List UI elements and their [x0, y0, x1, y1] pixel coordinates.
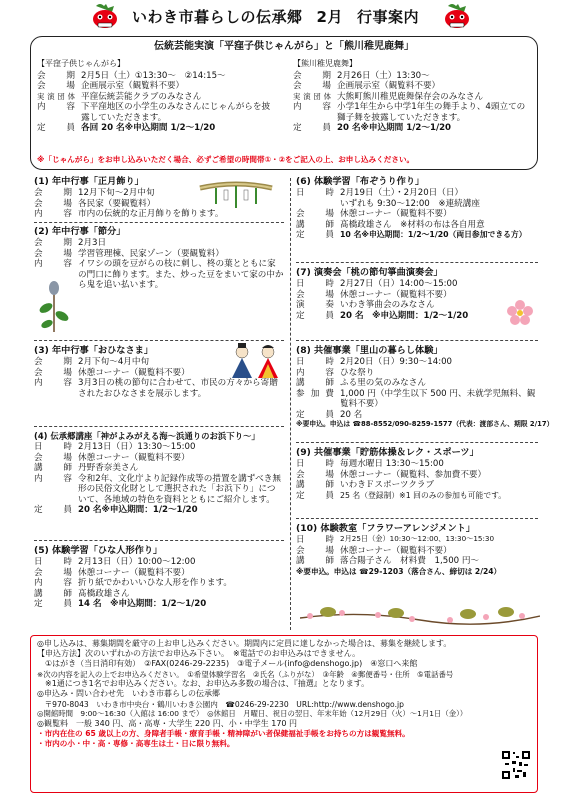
row-key: 講 師 — [296, 480, 334, 491]
footer-line: ◎観覧料 一般 340 円、高・高専・大学生 220 円、小・中学生 170 円 — [37, 718, 298, 728]
row-value: 20 名※申込期間：1/2～1/20 — [78, 505, 198, 516]
info-row — [37, 81, 273, 91]
row-key: 日 時 — [296, 459, 334, 470]
shishimai-column — [293, 59, 529, 134]
row-key: 講 師 — [34, 463, 72, 474]
row-value: 3月3日の桃の節句に合わせて、市民の方々から寄贈されたおひなさまを展示します。 — [78, 378, 278, 399]
row-value: 大熊町熊川稚児鹿舞保存会のみなさん — [337, 91, 484, 102]
row-value: 休憩コーナー（観覧料不要） — [78, 567, 190, 578]
title-text: いわき市暮らしの伝承郷 — [132, 8, 303, 26]
divider — [296, 442, 538, 443]
info-row — [296, 480, 538, 490]
info-row — [296, 357, 538, 367]
info-row — [296, 535, 538, 545]
info-row — [34, 249, 284, 259]
row-value: 折り紙でかわいいひな人形を作ります。 — [78, 578, 233, 589]
row-value: ふる里の気のみなさん — [340, 378, 426, 389]
info-row — [296, 378, 538, 388]
info-row — [34, 378, 284, 399]
row-value: いずれも 9:30～12:00 ※連続講座 — [340, 198, 480, 209]
row-key: 内 容 — [34, 473, 72, 484]
row-key: 定 員 — [296, 230, 334, 241]
row-value: 12月下旬～2月中旬 — [78, 188, 155, 199]
info-row — [34, 505, 284, 515]
row-value: 2月13日（日）10:00～12:00 — [78, 557, 196, 568]
section-title: (10) 体験教室「フラワーアレンジメント」 — [296, 523, 476, 534]
info-row — [37, 123, 273, 133]
row-key: 定 員 — [37, 123, 75, 134]
row-key: 日 時 — [34, 557, 72, 568]
row-key: 演 奏 — [296, 300, 334, 311]
jangara-column — [37, 59, 273, 134]
row-key: 会 期 — [293, 70, 331, 81]
info-row — [293, 81, 529, 91]
row-key — [296, 199, 340, 209]
info-row — [296, 556, 538, 566]
row-value: 1,000 円（中学生以下 500 円、未就学児無料、観覧料不要） — [340, 388, 536, 410]
row-key: 会 期 — [34, 238, 72, 249]
application-info-box — [30, 635, 538, 793]
info-row — [34, 599, 284, 609]
info-row — [34, 442, 284, 452]
row-key: 講 師 — [296, 556, 334, 567]
footer-line: ①はがき（当日消印有効） ②FAX(0246-29-2235) ③電子メール(info@denshogo.jp) ④窓口へ来館 — [37, 659, 418, 669]
row-key: 会 期 — [34, 188, 72, 199]
info-row — [296, 300, 538, 310]
section-title: (1) 年中行事「正月飾り」 — [34, 176, 144, 187]
row-value: 25 名（登録制）※1 回のみの参加も可能です。 — [340, 490, 507, 500]
section-title: (8) 共催事業「里山の暮らし体験」 — [296, 345, 443, 356]
info-row — [34, 238, 284, 248]
info-row — [296, 459, 538, 469]
info-row — [296, 279, 538, 289]
page-title — [132, 8, 419, 26]
row-value: 20 名※申込期間 1/2～1/20 — [337, 123, 452, 134]
info-row — [296, 389, 538, 410]
row-value: 令和2年、文化庁より記録作成等の措置を講ずべき無形の民俗文化財として選択された「お浜下り」について、各地域の特色を資料とともにご紹介します。 — [78, 473, 281, 505]
row-key: 会 場 — [296, 289, 334, 300]
section-zouri — [296, 176, 538, 241]
row-value: 休憩コーナー（観覧料不要） — [78, 452, 190, 463]
section-title: (9) 共催事業「貯筋体操＆レク・スポーツ」 — [296, 447, 479, 458]
row-value: 休憩コーナー（観覧料不要） — [340, 209, 452, 220]
row-value: 14 名 ※申込期間：1/2～1/20 — [78, 599, 207, 610]
info-row — [34, 463, 284, 473]
section-title: (5) 体験学習「ひな人形作り」 — [34, 545, 163, 556]
footer-line: 〒970-8043 いわき市中央台・鶴川いわき公園内 ☎0246-29-2230 URL:http://www.denshogo.jp — [37, 699, 404, 709]
row-key: 会 場 — [34, 567, 72, 578]
footer-free-note: ・市内在住の 65 歳以上の方、身障者手帳・療育手帳・精神障がい者保健福祉手帳をお持ちの方は観覧無料。 — [37, 729, 410, 739]
section-hina-craft — [34, 545, 284, 610]
divider — [296, 262, 538, 263]
shishi-mask-icon — [440, 2, 474, 32]
row-value: 企画展示室（観覧料不要） — [337, 81, 441, 92]
footer-line: 【申込方法】次のいずれかの方法でお申込み下さい。 ※電話でのお申込みはできません。 — [37, 649, 361, 659]
row-value: 20 名 — [340, 409, 363, 420]
satoyama-note: ※要申込。申込は ☎88-8552/090-8259-1577（代表：渡部さん、期限 2/17） — [296, 420, 554, 429]
row-key: 参加費 — [296, 388, 334, 399]
shishi-mask-icon — [88, 2, 122, 32]
jangara-caption: 【平窪子供じゃんがら】 — [37, 59, 125, 68]
row-key: 実演団体 — [37, 91, 75, 101]
info-row — [296, 188, 538, 198]
row-value: 丹野香奈美さん — [78, 463, 139, 474]
title-subtitle: 行事案内 — [356, 8, 419, 26]
row-value: 髙橋政雄さん — [78, 588, 130, 599]
divider — [34, 540, 284, 541]
info-row — [296, 230, 538, 240]
row-value: 毎週水曜日 13:30～15:00 — [340, 459, 444, 470]
row-key: 講 師 — [296, 219, 334, 230]
row-key: 日 時 — [296, 279, 334, 290]
info-row — [296, 470, 538, 480]
row-key: 会 場 — [34, 452, 72, 463]
info-row — [37, 71, 273, 81]
info-row — [34, 453, 284, 463]
row-key: 定 員 — [293, 123, 331, 134]
section-title: (7) 演奏会「桃の節句箏曲演奏会」 — [296, 267, 443, 278]
row-key: 日 時 — [296, 535, 334, 546]
info-row — [293, 92, 529, 102]
plum-blossom-icon — [504, 298, 536, 328]
section-title: (3) 年中行事「おひなさま」 — [34, 345, 154, 356]
info-row — [296, 199, 538, 209]
row-value: 髙橋政雄さん ※材料の布は各自用意 — [340, 219, 485, 230]
row-key: 会 場 — [37, 81, 75, 92]
row-key: 内 容 — [296, 367, 334, 378]
section-koto-concert — [296, 267, 538, 321]
info-row — [37, 102, 273, 123]
hina-dolls-icon — [228, 342, 282, 380]
row-value: いわき箏曲会のみなさん — [340, 300, 435, 311]
row-value: 各民家（要観覧料） — [78, 198, 156, 209]
section-lecture — [34, 431, 284, 516]
row-key: 実演団体 — [293, 91, 331, 101]
qr-code-icon — [501, 750, 531, 780]
row-key: 内 容 — [293, 102, 331, 113]
row-value: 平窪伝統芸能クラブのみなさん — [81, 91, 202, 102]
footer-line: ※次の内容を記入の上でお申込みください。 ①希望体験学習名 ②氏名（ふりがな） ③年齢 ④郵便番号・住所 ⑤電話番号 — [37, 669, 454, 679]
jangara-note: ※「じゃんがら」をお申し込みいただく場合、必ずご希望の時間帯①・②をご記入の上、お申し込みください。 — [37, 155, 415, 164]
row-key: 会 場 — [34, 248, 72, 259]
divider — [296, 340, 538, 341]
column-divider — [290, 178, 291, 630]
row-key: 会 場 — [34, 367, 72, 378]
row-value: 2月27日（日）14:00～15:00 — [340, 279, 458, 290]
row-value: 休憩コーナー（観覧料不要） — [340, 545, 452, 556]
page-header — [0, 0, 566, 34]
row-key: 定 員 — [296, 310, 334, 321]
footer-line: ※1通につき1名でお申込みください。なお、お申込み多数の場合は、『抽選』となります。 — [37, 679, 370, 689]
row-key: 定 員 — [34, 505, 72, 516]
row-value: イワシの頭を豆がらの枝に刺し、柊の葉とともに家の門口に飾ります。また、炒った豆をまいて家の中から鬼を追い払います。 — [78, 259, 284, 291]
row-value: 企画展示室（観覧料不要） — [81, 81, 185, 92]
info-row — [296, 546, 538, 556]
row-value: 2月下旬～4月中旬 — [78, 357, 150, 368]
section-title: (6) 体験学習「布ぞうり作り」 — [296, 176, 425, 187]
row-value: いわきＦスポーツクラブ — [340, 480, 435, 491]
shishimai-caption: 【熊川稚児鹿舞】 — [293, 59, 357, 68]
divider — [34, 340, 284, 341]
info-row — [296, 410, 538, 420]
row-key: 日 時 — [34, 442, 72, 453]
row-key: 定 員 — [296, 409, 334, 420]
section-satoyama — [296, 345, 554, 429]
row-value: 落合陽子さん 材料費 1,500 円～ — [340, 556, 480, 567]
row-key: 会 期 — [37, 70, 75, 81]
row-value: 2月19日（土）・2月20日（日） — [340, 188, 464, 199]
row-value: 2月5日（土）①13:30～ ②14:15～ — [81, 70, 226, 81]
row-key: 会 場 — [296, 469, 334, 480]
divider — [296, 518, 538, 519]
info-row — [296, 220, 538, 230]
row-value: 休憩コーナー（観覧料不要） — [78, 367, 190, 378]
row-key: 内 容 — [37, 102, 75, 113]
row-value: 休憩コーナー（観覧料、参加費不要） — [340, 469, 487, 480]
row-value: 市内の伝統的な正月飾りを飾ります。 — [78, 209, 224, 220]
footer-free-note: ・市内の小・中・高・専修・高専生は土・日に限り無料。 — [37, 738, 235, 748]
row-key: 日 時 — [296, 357, 334, 368]
info-row — [37, 92, 273, 102]
info-row — [34, 589, 284, 599]
featured-heading: 伝統芸能実演「平窪子供じゃんがら」と「熊川稚児鹿舞」 — [154, 41, 414, 52]
shimenawa-icon — [196, 178, 276, 214]
row-key: 会 期 — [34, 357, 72, 368]
section-title: (4) 伝承郷講座「神がよみがえる海～浜通りのお浜下り～」 — [34, 431, 260, 441]
row-key: 講 師 — [296, 378, 334, 389]
row-key: 内 容 — [34, 378, 72, 389]
row-value: 下平窪地区の小学生のみなさんにじゃんがらを披露していただきます。 — [81, 102, 271, 123]
row-key: 講 師 — [34, 588, 72, 599]
row-value: 20 名 ※申込期間：1/2～1/20 — [340, 310, 469, 321]
info-row — [34, 557, 284, 567]
info-row — [293, 71, 529, 81]
row-key: 定 員 — [296, 490, 334, 501]
info-row — [34, 568, 284, 578]
row-key: 日 時 — [296, 188, 334, 199]
row-value: 各回 20 名※申込期間 1/2～1/20 — [81, 123, 216, 134]
row-value: 学習管理棟、民家ゾーン（要観覧料） — [78, 248, 224, 259]
row-value: 2月3日 — [78, 238, 107, 249]
info-row — [296, 368, 538, 378]
row-key: 内 容 — [34, 259, 72, 270]
footer-line: ◎申込み・問い合わせ先 いわき市暮らしの伝承郷 — [37, 689, 220, 699]
info-row — [34, 578, 284, 588]
row-value: ひな祭り — [340, 367, 375, 378]
row-key: 会 場 — [34, 198, 72, 209]
flower-note: ※要申込。申込は ☎29-1203（落合さん、締切は 2/24） — [296, 566, 502, 576]
info-row — [296, 491, 538, 501]
title-month: 2月 — [316, 8, 343, 26]
footer-line: ◎開館時間 9:00～16:30（入館は 16:00 まで） ◎休館日 月曜日、祝日の翌日、年末年始（12月29日（火）～1月1日（金）） — [37, 709, 468, 719]
info-row — [296, 209, 538, 219]
row-value: 2月25日（金）10:30～12:00、13:30～15:30 — [340, 534, 495, 544]
row-key: 会 場 — [293, 81, 331, 92]
row-key: 内 容 — [34, 578, 72, 589]
section-title: (2) 年中行事「節分」 — [34, 226, 126, 237]
row-key: 内 容 — [34, 209, 72, 220]
row-value: 休憩コーナー（観覧料不要） — [340, 289, 452, 300]
row-key: 会 場 — [296, 545, 334, 556]
holly-sardine-icon — [36, 278, 72, 334]
info-row — [293, 123, 529, 133]
row-key: 会 場 — [296, 209, 334, 220]
row-key: 定 員 — [34, 599, 72, 610]
info-row — [293, 102, 529, 123]
divider — [34, 426, 284, 427]
row-value: 小学1年生から中学1年生の舞手より、4頭立ての獅子舞を披露していただきます。 — [337, 102, 526, 123]
row-value: 2月26日（土）13:30～ — [337, 70, 430, 81]
info-row — [34, 474, 284, 505]
section-exercise — [296, 447, 538, 501]
section-flower — [296, 523, 538, 576]
info-row — [296, 290, 538, 300]
row-value: 2月20日（日）9:30～14:00 — [340, 357, 453, 368]
row-value: 10 名※申込期間：1/2～1/20（両日参加できる方） — [340, 230, 527, 240]
row-value: 2月13日（日）13:30～15:00 — [78, 442, 196, 453]
bush-warbler-branch-icon — [300, 600, 540, 630]
featured-performance-box — [30, 36, 538, 170]
info-row — [296, 311, 538, 321]
divider — [34, 222, 284, 223]
footer-line: ◎申し込みは、募集期間を厳守の上お申し込みください。期間内に定員に達しなかった場合は、募集を継続します。 — [37, 639, 452, 648]
